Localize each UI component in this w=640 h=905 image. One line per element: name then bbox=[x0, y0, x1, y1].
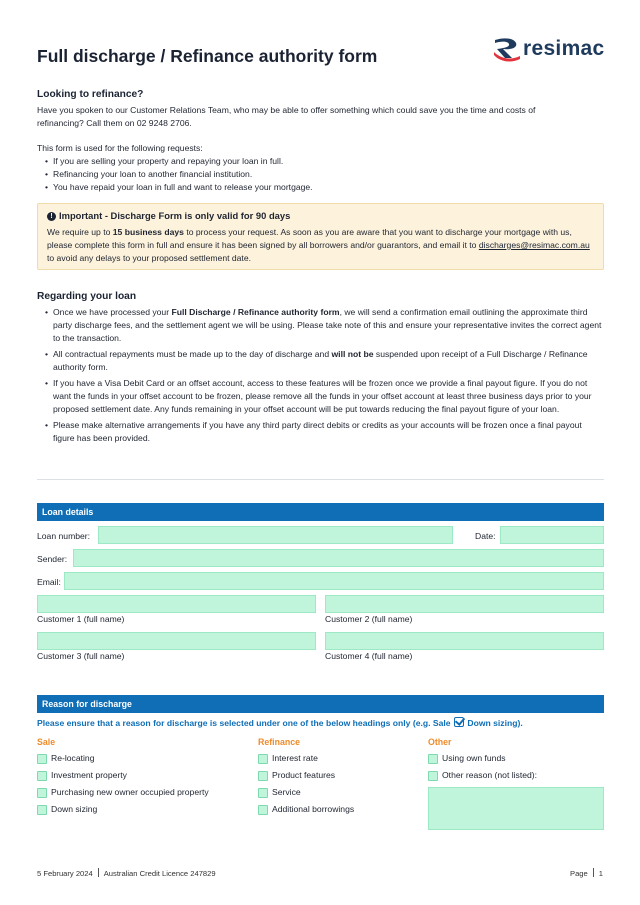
checkbox[interactable] bbox=[258, 754, 268, 764]
checkbox[interactable] bbox=[258, 771, 268, 781]
refinance-options bbox=[258, 752, 354, 816]
checkbox[interactable] bbox=[37, 771, 47, 781]
option-additional-borrowings[interactable]: Additional borrowings bbox=[258, 803, 354, 816]
resimac-logo bbox=[492, 36, 605, 62]
checkbox[interactable] bbox=[428, 754, 438, 764]
date-field[interactable] bbox=[500, 526, 604, 544]
regarding-loan-heading: Regarding your loan bbox=[37, 291, 137, 302]
option-investment-property[interactable]: Investment property bbox=[37, 769, 209, 782]
footer-licence: Australian Credit Licence 247829 bbox=[103, 869, 216, 878]
callout-text: We require up to 15 business days to process your request. As soon as you are aware that you want to discharge your mortgage with us, please complete this form in full and ensure it has been signed by all borrowers and/or guarantors, and email it to discharges@resimac.com.au to avoid any delays to your proposed settlement date. bbox=[47, 227, 590, 263]
sale-options bbox=[37, 752, 209, 816]
customer-2-label: Customer 2 (full name) bbox=[325, 614, 413, 624]
other-heading: Other bbox=[428, 737, 452, 747]
option-re-locating[interactable]: Re-locating bbox=[37, 752, 209, 765]
other-reason-textarea[interactable] bbox=[428, 787, 604, 830]
page-number: 1 bbox=[598, 869, 603, 878]
checkbox[interactable] bbox=[37, 754, 47, 764]
option-down-sizing[interactable]: Down sizing bbox=[37, 803, 209, 816]
list-item: • If you have a Visa Debit Card or an offset account, access to these features will be frozen once we provide a final payout figure. If you do not want the funds in your offset account to be frozen, please remove all the funds in your offset account at least three business days prior to your proposed settlement date. Any funds remaining in your offset account will be put towards reducing the final payout figure of your loan. bbox=[37, 377, 603, 416]
refinance-text: Have you spoken to our Customer Relations Team, who may be able to offer something which could save you the time and costs of refinancing? Call them on 02 9248 2706. bbox=[37, 105, 536, 128]
refinance-heading: Looking to refinance? bbox=[37, 89, 144, 100]
checkmark-icon bbox=[454, 717, 464, 727]
loan-number-label: Loan number: bbox=[37, 531, 91, 541]
option-purchasing-new-owner-occupied[interactable]: Purchasing new owner occupied property bbox=[37, 786, 209, 799]
list-item: • All contractual repayments must be made up to the day of discharge and will not be suspended upon receipt of a Full Discharge / Refinance authority form. bbox=[37, 348, 603, 374]
customer-2-field[interactable] bbox=[325, 595, 604, 613]
refinance-column-heading: Refinance bbox=[258, 737, 301, 747]
info-icon: ! bbox=[47, 212, 56, 221]
list-item: • Please make alternative arrangements if you have any third party direct debits or credits as your accounts will be frozen once a final payout figure has been provided. bbox=[37, 419, 603, 445]
list-item: • Refinancing your loan to another financial institution. bbox=[37, 168, 597, 181]
footer-left bbox=[37, 868, 216, 879]
checkbox[interactable] bbox=[37, 805, 47, 815]
discharges-email-link[interactable]: discharges@resimac.com.au bbox=[478, 240, 590, 250]
checkbox[interactable] bbox=[428, 771, 438, 781]
loan-number-field[interactable] bbox=[98, 526, 453, 544]
logo-text: resimac bbox=[523, 37, 605, 60]
customer-4-label: Customer 4 (full name) bbox=[325, 651, 413, 661]
sender-label: Sender: bbox=[37, 554, 68, 564]
other-options bbox=[428, 752, 537, 782]
callout-title: Important - Discharge Form is only valid for 90 days bbox=[59, 210, 291, 221]
customer-1-field[interactable] bbox=[37, 595, 316, 613]
date-label: Date: bbox=[475, 531, 496, 541]
list-item: • You have repaid your loan in full and want to release your mortgage. bbox=[37, 181, 597, 194]
option-using-own-funds[interactable]: Using own funds bbox=[428, 752, 537, 765]
customer-3-field[interactable] bbox=[37, 632, 316, 650]
requests-intro: This form is used for the following requests: bbox=[37, 143, 203, 153]
list-item: • If you are selling your property and repaying your loan in full. bbox=[37, 155, 597, 168]
resimac-logo-icon bbox=[492, 36, 522, 62]
requests-list bbox=[37, 155, 597, 194]
customer-3-label: Customer 3 (full name) bbox=[37, 651, 125, 661]
option-product-features[interactable]: Product features bbox=[258, 769, 354, 782]
divider bbox=[37, 479, 604, 480]
option-service[interactable]: Service bbox=[258, 786, 354, 799]
option-interest-rate[interactable]: Interest rate bbox=[258, 752, 354, 765]
checkbox[interactable] bbox=[37, 788, 47, 798]
reason-header: Reason for discharge bbox=[37, 695, 604, 713]
list-item: • Once we have processed your Full Discharge / Refinance authority form, we will send a confirmation email outlining the approximate third party discharge fees, and the settlement agent we will be using. Please take note of this and ensure your representative invites the correct agent to the transaction. bbox=[37, 306, 603, 345]
important-callout bbox=[37, 203, 604, 270]
checkbox[interactable] bbox=[258, 805, 268, 815]
footer-page: Page 1 bbox=[570, 869, 603, 878]
loan-details-header: Loan details bbox=[37, 503, 604, 521]
checkbox[interactable] bbox=[258, 788, 268, 798]
footer-date: 5 February 2024 bbox=[37, 869, 93, 878]
email-label: Email: bbox=[37, 577, 61, 587]
email-field[interactable] bbox=[64, 572, 604, 590]
reason-note: Please ensure that a reason for discharge is selected under one of the below headings only (e.g. Sale Down sizing). bbox=[37, 718, 523, 728]
customer-4-field[interactable] bbox=[325, 632, 604, 650]
customer-1-label: Customer 1 (full name) bbox=[37, 614, 125, 624]
sale-heading: Sale bbox=[37, 737, 56, 747]
page-title: Full discharge / Refinance authority form bbox=[37, 46, 378, 66]
sender-field[interactable] bbox=[73, 549, 604, 567]
option-other-reason[interactable]: Other reason (not listed): bbox=[428, 769, 537, 782]
loan-notes-list bbox=[37, 306, 603, 445]
